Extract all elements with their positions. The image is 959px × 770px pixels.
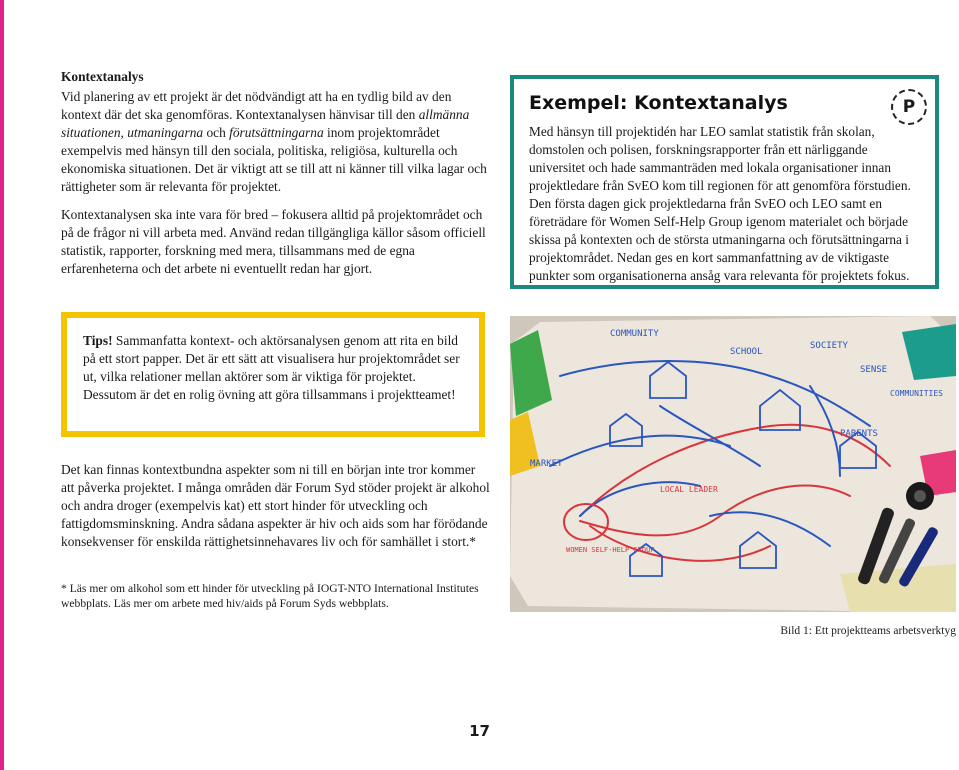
tips-label: Tips!: [83, 333, 113, 348]
example-text: Med hänsyn till projektidén har LEO samlat statistik från skolan, domstolen och polisen, forskningsrapporter från ett närliggande universitet och hade sammanträden med lokala organisationer innan projektledare från SvEO kom till regionen för att genomföra förstudien. Den första dagen gick projektledarna från SvEO och LEO samt en företrädare för Women Self-Help Group igenom materialet och började skissa på kontexten och de största utmaningarna och förutsättningarna i projektområdet. Nedan ges en kort sammanfattning av de viktigaste punkter som organisationerna ansåg vara relevanta för projektets fokus.: [529, 124, 911, 283]
drawing-label: SENSE: [860, 365, 888, 375]
tips-text: Sammanfatta kontext- och aktörsanalysen genom att rita en bild på ett stort papper. Det är ett sätt att visualisera hur projektområdet ser ut, vilka relationer mellan aktörer som är viktiga för projektet. Dessutom är det en rolig övning att göra tillsammans i projektteamet!: [83, 333, 460, 402]
context-section: [61, 68, 489, 278]
emphasis-text: förutsättningarna: [229, 125, 324, 140]
emphasis-text: utmaningarna: [127, 125, 204, 140]
example-title: Exempel: Kontextanalys: [529, 92, 788, 114]
text-run: Vid planering av ett projekt är det nödvändigt att ha en tydlig bild av den kontext där det ska genomföras. Kontextanalysen hänvisar till den: [61, 89, 452, 122]
project-team-drawing-photo: [510, 316, 956, 612]
tips-box: [61, 312, 485, 437]
drawing-label: SOCIETY: [810, 341, 848, 351]
section-heading: Kontextanalys: [61, 69, 144, 84]
emphasis-text: allmänna situationen: [61, 107, 470, 140]
drawing-label: PARENTS: [840, 429, 878, 439]
drawing-label: COMMUNITY: [610, 329, 659, 339]
example-box: [510, 75, 939, 289]
project-badge-icon: P: [891, 89, 927, 125]
drawing-label: LOCAL LEADER: [660, 485, 718, 494]
text-run: inom projektområdet exempelvis med hänsyn till den sociala, politiska, religiösa, kulturella och ekonomiska situationen. Det är viktigt att se till att ni känner till vilka lagar och rättigheter som är relevanta för projektet.: [61, 125, 487, 194]
aspects-paragraph: Det kan finnas kontextbundna aspekter som ni till en början inte tror kommer att påverka projektet. I många områden där Forum Syd stöder projekt är alkohol och andra droger (exempelvis kat) ett stort hinder för utveckling och fattigdomsminskning. Andra sådana aspekter är hiv och aids som har förödande konsekvenser för enskilda rättighetsinnehavares liv och för samhället i stort.*: [61, 462, 490, 549]
drawing-label: MARKET: [530, 459, 563, 469]
context-paragraph-2: Kontextanalysen ska inte vara för bred – fokusera alltid på projektområdet och på de frågor ni vill arbeta med. Använd redan tillgängliga källor såsom officiell statistik, rapporter, forskning med mera, tillsammans med de egna erfarenheterna och det arbete ni eventuellt redan har gjort.: [61, 207, 486, 276]
drawing-label: WOMEN SELF-HELP GROUP: [566, 546, 655, 554]
drawing-label: SCHOOL: [730, 347, 763, 357]
page-number: 17: [469, 722, 490, 740]
footnote: * Läs mer om alkohol som ett hinder för utveckling på IOGT-NTO International Institutes webbplats. Läs mer om arbete med hiv/aids på Forum Syds webbplats.: [61, 582, 479, 610]
context-paragraph-1: [61, 88, 489, 196]
photo-caption: Bild 1: Ett projektteams arbetsverktyg: [780, 625, 956, 637]
text-run: ,: [120, 125, 128, 140]
page-edge-accent: [0, 0, 4, 770]
text-run: och: [203, 125, 230, 140]
drawing-label: COMMUNITIES: [890, 389, 943, 398]
